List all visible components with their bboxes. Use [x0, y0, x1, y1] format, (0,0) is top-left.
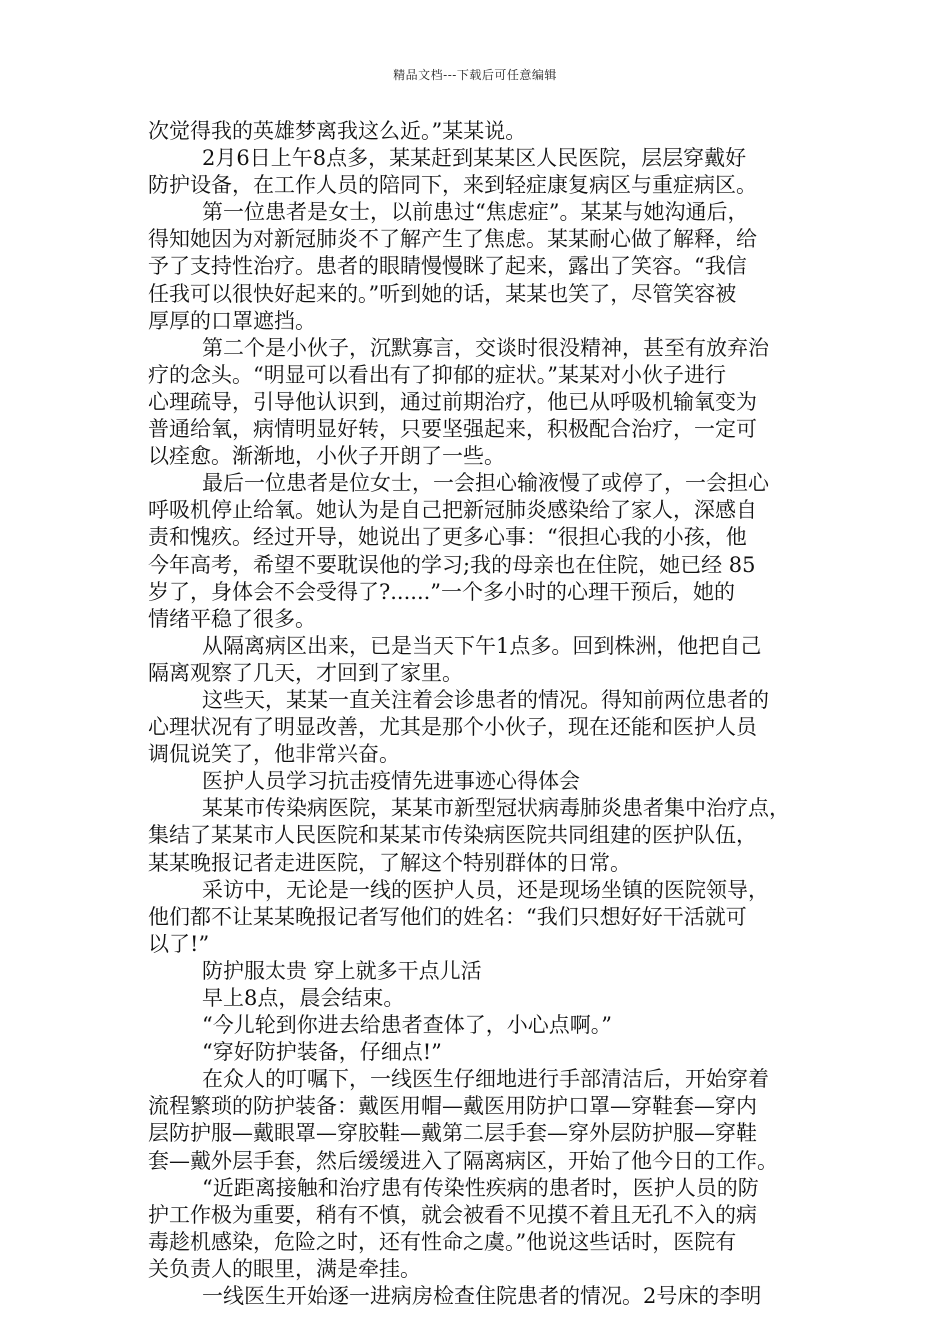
text-line: 护工作极为重要，稍有不慎，就会被看不见摸不着且无孔不入的病 [148, 1202, 757, 1227]
text-line: “今儿轮到你进去给患者查体了，小心点啊。” [202, 1013, 612, 1038]
text-line: 呼吸机停止给氧。她认为是自己把新冠肺炎感染给了家人，深感自 [148, 498, 757, 523]
text-line: 在众人的叮嘱下，一线医生仔细地进行手部清洁后，开始穿着 [202, 1067, 769, 1092]
text-line: 某某晚报记者走进医院，了解这个特别群体的日常。 [148, 850, 631, 875]
text-line: 这些天，某某一直关注着会诊患者的情况。得知前两位患者的 [202, 687, 769, 712]
text-line: 岁了，身体会不会受得了?......”一个多小时的心理干预后，她的 [148, 579, 736, 604]
text-line: “近距离接触和治疗患有传染性疾病的患者时，医护人员的防 [202, 1175, 759, 1200]
text-line: “穿好防护装备，仔细点!” [202, 1040, 442, 1065]
text-line: 一线医生开始逐一进病房检查住院患者的情况。2号床的李明 [202, 1284, 762, 1309]
text-line: 集结了某某市人民医院和某某市传染病医院共同组建的医护队伍， [148, 823, 757, 848]
text-line: 得知她因为对新冠肺炎不了解产生了焦虑。某某耐心做了解释，给 [148, 227, 757, 252]
text-line: 早上8点，晨会结束。 [202, 986, 405, 1010]
text-line: 层防护服—戴眼罩—穿胶鞋—戴第二层手套—穿外层防护服—穿鞋 [148, 1121, 757, 1146]
text-line: 疗的念头。“明显可以看出有了抑郁的症状。”某某对小伙子进行 [148, 362, 726, 387]
text-line: 关负责人的眼里，满是牵挂。 [148, 1256, 421, 1281]
text-line: 普通给氧，病情明显好转，只要坚强起来，积极配合治疗，一定可 [148, 417, 757, 442]
text-line: 防护设备，在工作人员的陪同下，来到轻症康复病区与重症病区。 [148, 173, 757, 198]
text-line: 第一位患者是女士，以前患过“焦虑症”。某某与她沟通后， [202, 200, 749, 225]
text-line: 责和愧疚。经过开导，她说出了更多心事：“很担心我的小孩，他 [148, 525, 747, 550]
text-line: 2月6日上午8点多，某某赶到某某区人民医院，层层穿戴好 [202, 146, 747, 171]
text-line: 以了!” [148, 931, 210, 956]
text-line: 防护服太贵 穿上就多干点儿活 [202, 958, 482, 983]
text-line: 厚厚的口罩遮挡。 [148, 308, 316, 333]
text-line: 某某市传染病医院，某某市新型冠状病毒肺炎患者集中治疗点， [202, 796, 790, 821]
text-line: 任我可以很快好起来的。”听到她的话，某某也笑了，尽管笑容被 [148, 281, 737, 306]
text-line: 第二个是小伙子，沉默寡言，交谈时很没精神，甚至有放弃治 [202, 335, 769, 360]
text-line: 心理状况有了明显改善，尤其是那个小伙子，现在还能和医护人员 [148, 715, 757, 740]
text-line: 今年高考，希望不要耽误他的学习;我的母亲也在住院，她已经 85 [148, 552, 756, 577]
text-line: 毒趁机感染，危险之时，还有性命之虞。”他说这些话时，医院有 [148, 1229, 737, 1254]
text-line: 从隔离病区出来，已是当天下午1点多。回到株洲，他把自己 [202, 633, 762, 658]
text-line: 采访中，无论是一线的医护人员，还是现场坐镇的医院领导， [202, 877, 769, 902]
text-line: 最后一位患者是位女士，一会担心输液慢了或停了，一会担心 [202, 471, 769, 496]
text-line: 调侃说笑了，他非常兴奋。 [148, 742, 400, 767]
text-line: 情绪平稳了很多。 [148, 606, 316, 631]
text-line: 套—戴外层手套，然后缓缓进入了隔离病区，开始了他今日的工作。 [148, 1148, 778, 1173]
text-line: 次觉得我的英雄梦离我这么近。”某某说。 [148, 119, 527, 143]
text-line: 心理疏导，引导他认识到，通过前期治疗，他已从呼吸机输氧变为 [148, 389, 757, 414]
page-header: 精品文档---下载后可任意编辑 [393, 68, 557, 82]
document-body [148, 118, 808, 1310]
text-line: 隔离观察了几天，才回到了家里。 [148, 660, 463, 685]
text-line: 医护人员学习抗击疫情先进事迹心得体会 [202, 769, 580, 794]
text-line: 以痊愈。渐渐地，小伙子开朗了一些。 [148, 444, 505, 469]
text-line: 流程繁琐的防护装备：戴医用帽—戴医用防护口罩—穿鞋套—穿内 [148, 1094, 757, 1119]
text-line: 他们都不让某某晚报记者写他们的姓名：“我们只想好好干活就可 [148, 904, 747, 929]
text-line: 予了支持性治疗。患者的眼睛慢慢眯了起来，露出了笑容。“我信 [148, 254, 747, 279]
